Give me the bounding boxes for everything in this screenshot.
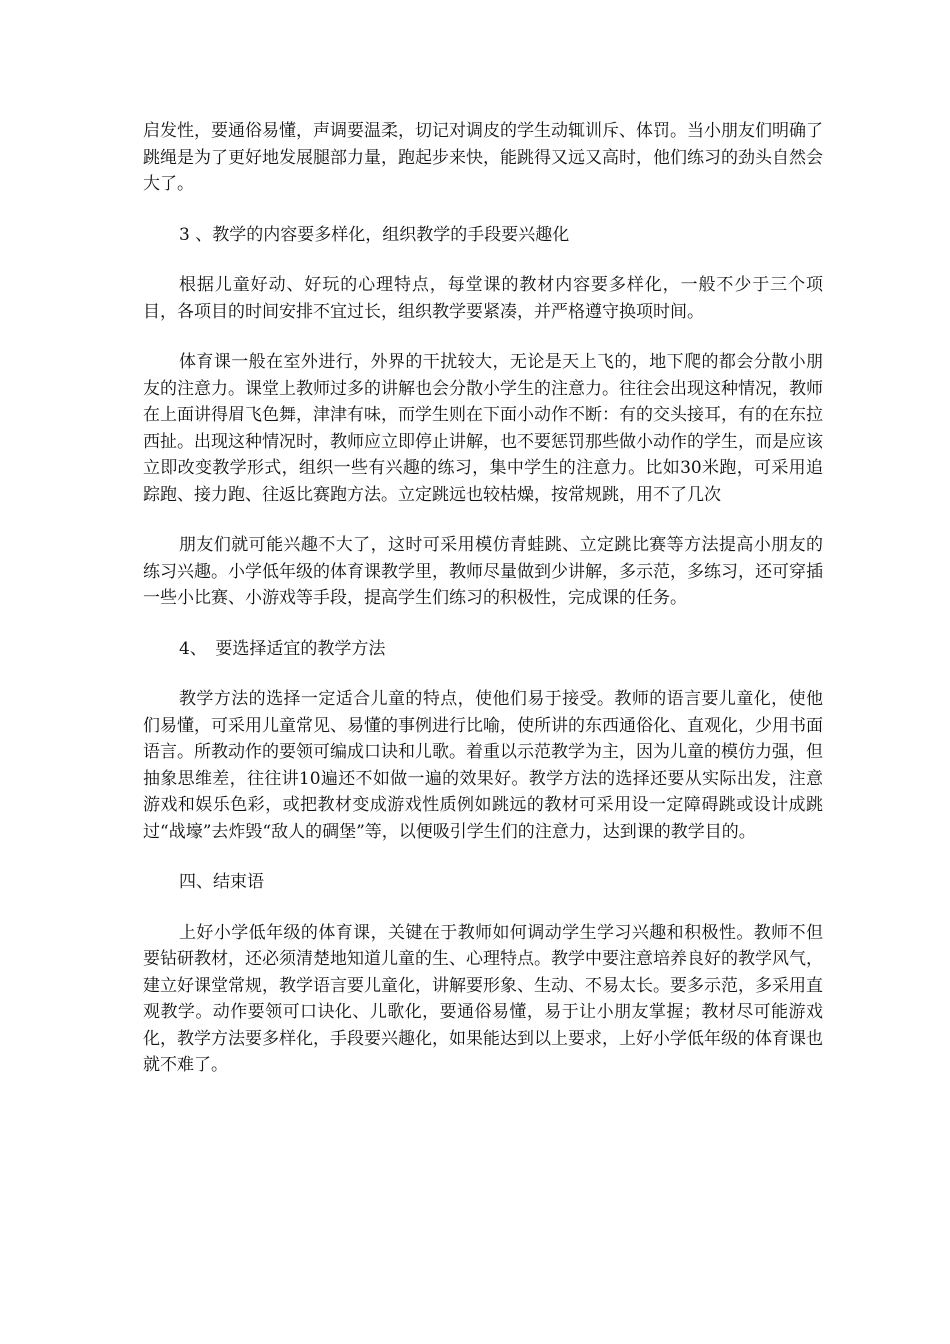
paragraph-intro-continuation: 启发性，要通俗易懂，声调要温柔，切记对调皮的学生动辄训斥、体罚。当小朋友们明确了跳绳是为了更好地发展腿部力量，跑起步来快，能跳得又远又高时，他们练习的劲头自然会大了。 <box>143 121 823 194</box>
paragraph: 体育课一般在室外进行，外界的干扰较大，无论是天上飞的，地下爬的都会分散小朋友的注意力。课堂上教师过多的讲解也会分散小学生的注意力。往往会出现这种情况，教师在上面讲得眉飞色舞，津津有味，而学生则在下面小动作不断：有的交头接耳，有的在东拉西扯。出现这种情况时，教师应立即停止讲解，也不要惩罚那些做小动作的学生，而是应该立即改变教学形式，组织一些有兴趣的练习，集中学生的注意力。比如30米跑，可采用追踪跑、接力跑、往返比赛跑方法。立定跳远也较枯燥，按常规跳，用不了几次 <box>143 352 823 505</box>
section-heading-3: 3 、教学的内容要多样化，组织教学的手段要兴趣化 <box>179 224 570 245</box>
paragraph-conclusion: 上好小学低年级的体育课，关键在于教师如何调动学生学习兴趣和积极性。教师不但要钻研教材，还必须清楚地知道儿童的生、心理特点。教学中要注意培养良好的教学风气，建立好课堂常规，教学语言要儿童化，讲解要形象、生动、不易太长。要多示范，多采用直观教学。动作要领可口诀化、儿歌化，要通俗易懂，易于让小朋友掌握；教材尽可能游戏化，教学方法要多样化，手段要兴趣化，如果能达到以上要求，上好小学低年级的体育课也就不难了。 <box>143 922 823 1075</box>
paragraph: 朋友们就可能兴趣不大了，这时可采用模仿青蛙跳、立定跳比赛等方法提高小朋友的练习兴趣。小学低年级的体育课教学里，教师尽量做到少讲解，多示范，多练习，还可穿插一些小比赛、小游戏等手段，提高学生们练习的积极性，完成课的任务。 <box>143 535 823 608</box>
document-page <box>143 118 823 1103</box>
paragraph: 教学方法的选择一定适合儿童的特点，使他们易于接受。教师的语言要儿童化，使他们易懂，可采用儿童常见、易懂的事例进行比喻，使所讲的东西通俗化、直观化，少用书面语言。所教动作的要领可编成口诀和儿歌。着重以示范教学为主，因为儿童的模仿力强，但抽象思维差，往往讲10遍还不如做一遍的效果好。教学方法的选择还要从实际出发，注意游戏和娱乐色彩，或把教材变成游戏性质例如跳远的教材可采用设一定障碍跳或设计成跳过“战壕”去炸毁“敌人的碉堡”等，以便吸引学生们的注意力，达到课的教学目的。 <box>143 689 823 842</box>
section-heading-4: 4、 要选择适宜的教学方法 <box>179 638 386 659</box>
paragraph: 根据儿童好动、好玩的心理特点，每堂课的教材内容要多样化，一般不少于三个项目，各项目的时间安排不宜过长，组织教学要紧凑，并严格遵守换项时间。 <box>143 275 823 322</box>
section-heading-conclusion: 四、结束语 <box>179 872 264 892</box>
